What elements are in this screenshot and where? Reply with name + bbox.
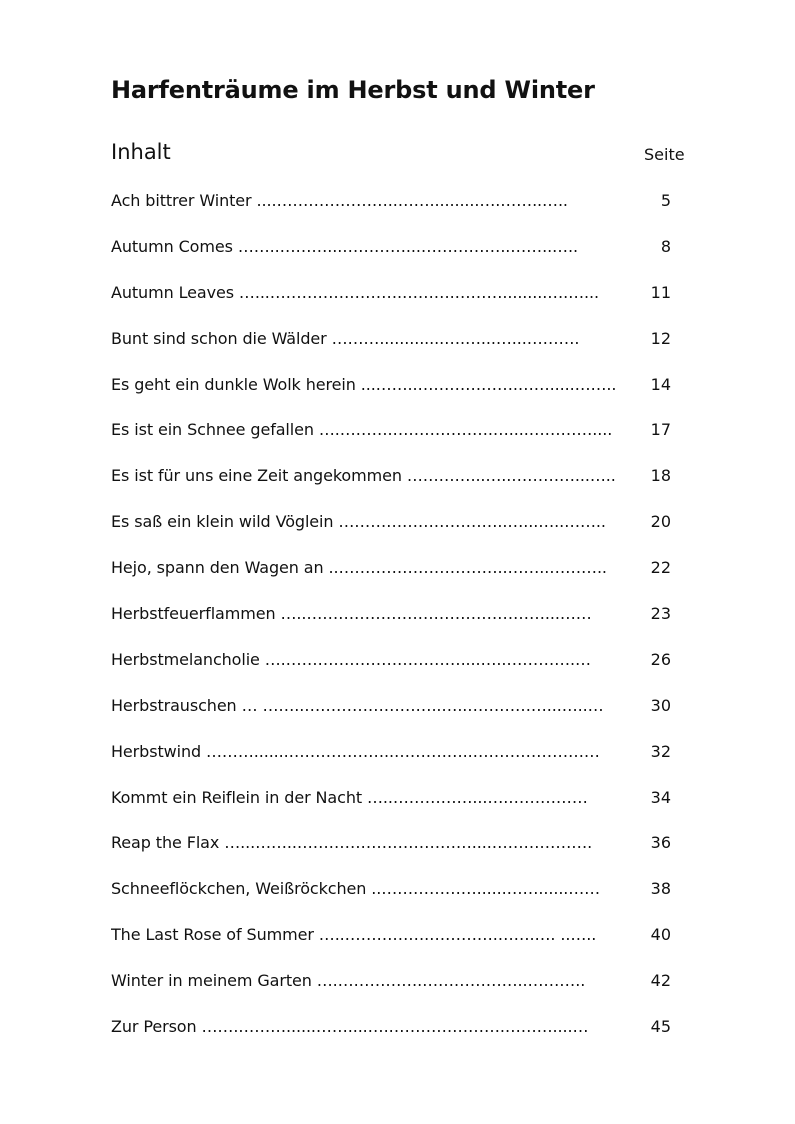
toc-entry-title: The Last Rose of Summer …..…………….………….…….…. ..…..: [111, 925, 597, 945]
toc-entry-title: Herbstmelancholie ….……………………………....…..………….…: [111, 649, 591, 669]
toc-entry-page: 30: [650, 695, 671, 715]
toc-entry-title: Schneeflöckchen, Weißröckchen ..………………......……......……: [111, 879, 601, 899]
toc-entry-page: 38: [650, 879, 671, 899]
toc-entry-page: 32: [650, 741, 671, 761]
toc-entry-page: 23: [650, 604, 671, 624]
toc-entry-page: 36: [650, 833, 671, 853]
toc-entry-title: Zur Person …….………......……....….………………….………....…: [111, 1017, 589, 1037]
toc-entry: [111, 190, 711, 236]
toc-entry-page: 45: [650, 1017, 671, 1037]
toc-entry-title: Es geht ein dunkle Wolk herein ...……..……………….…….....……..: [111, 374, 617, 394]
toc-entry-title: Ach bittrer Winter ....…………………..……..........….……..…..: [111, 191, 568, 210]
toc-entry: [111, 970, 711, 1016]
toc-entry: [111, 787, 711, 833]
toc-entry: [111, 328, 711, 374]
toc-entry-page: 11: [650, 282, 671, 302]
toc-entry-title: Winter in meinem Garten ….…………….………………..………..: [111, 971, 586, 991]
toc-entry-page: 42: [650, 971, 671, 991]
toc-entry: [111, 374, 711, 420]
toc-entry-page: 22: [650, 558, 671, 578]
toc-entry: [111, 465, 711, 511]
toc-entry: [111, 695, 711, 741]
contents-heading: Inhalt: [111, 140, 171, 164]
toc-entry-title: Herbstwind ……….......………………..……….…..……………………: [111, 741, 600, 761]
toc-entry-page: 14: [650, 374, 671, 394]
toc-entry-page: 8: [660, 236, 671, 256]
toc-entry-page: 18: [650, 466, 671, 486]
toc-entry-page: 17: [650, 420, 671, 440]
toc-entry: [111, 832, 711, 878]
toc-entry-page: 5: [660, 191, 671, 210]
page-title: Harfenträume im Herbst und Winter: [111, 76, 595, 104]
toc-entry-page: 26: [650, 649, 671, 669]
toc-entry-title: Autumn Leaves …...…………………….……….……….........….…...: [111, 282, 599, 302]
toc-entry-page: 12: [650, 328, 671, 348]
toc-entry-title: Bunt sind schon die Wälder ……….............….…...…...……….: [111, 328, 580, 348]
toc-entry: [111, 511, 711, 557]
toc-entry: [111, 741, 711, 787]
toc-entry: [111, 1016, 711, 1062]
toc-entry-title: Es ist ein Schnee gefallen ….……….……………….…....…………....: [111, 420, 613, 440]
toc-entry: [111, 236, 711, 282]
toc-entry-title: Autumn Comes ……..………...…………...……………..……..…..: [111, 236, 578, 256]
page-column-heading: Seite: [644, 145, 685, 164]
toc-entry-title: Herbstfeuerflammen …..………………………………………...……: [111, 604, 592, 624]
toc-entry: [111, 878, 711, 924]
toc-entry: [111, 282, 711, 328]
toc-entry: [111, 649, 711, 695]
toc-entry-title: Herbstrauschen … ……..……………………..…..……………...…..…: [111, 695, 604, 715]
toc-entry: [111, 924, 711, 970]
toc-entry-title: Reap the Flax …...……..……………………………....……………….: [111, 833, 593, 853]
toc-entry-title: Es saß ein klein wild Vöglein …………………………..…...…..……..: [111, 512, 606, 532]
toc-entry-page: 20: [650, 512, 671, 532]
toc-entry-title: Kommt ein Reiflein in der Nacht …..……………...….……………: [111, 787, 588, 807]
toc-entry-page: 40: [650, 925, 671, 945]
toc-entry: [111, 603, 711, 649]
toc-entry: [111, 557, 711, 603]
toc-entry-page: 34: [650, 787, 671, 807]
toc-entry-title: Hejo, spann den Wagen an ..…………………………..……..………..: [111, 558, 607, 578]
table-of-contents: [111, 190, 711, 1062]
toc-entry-title: Es ist für uns eine Zeit angekommen …………...…..…………...…..: [111, 466, 616, 486]
toc-entry: [111, 419, 711, 465]
